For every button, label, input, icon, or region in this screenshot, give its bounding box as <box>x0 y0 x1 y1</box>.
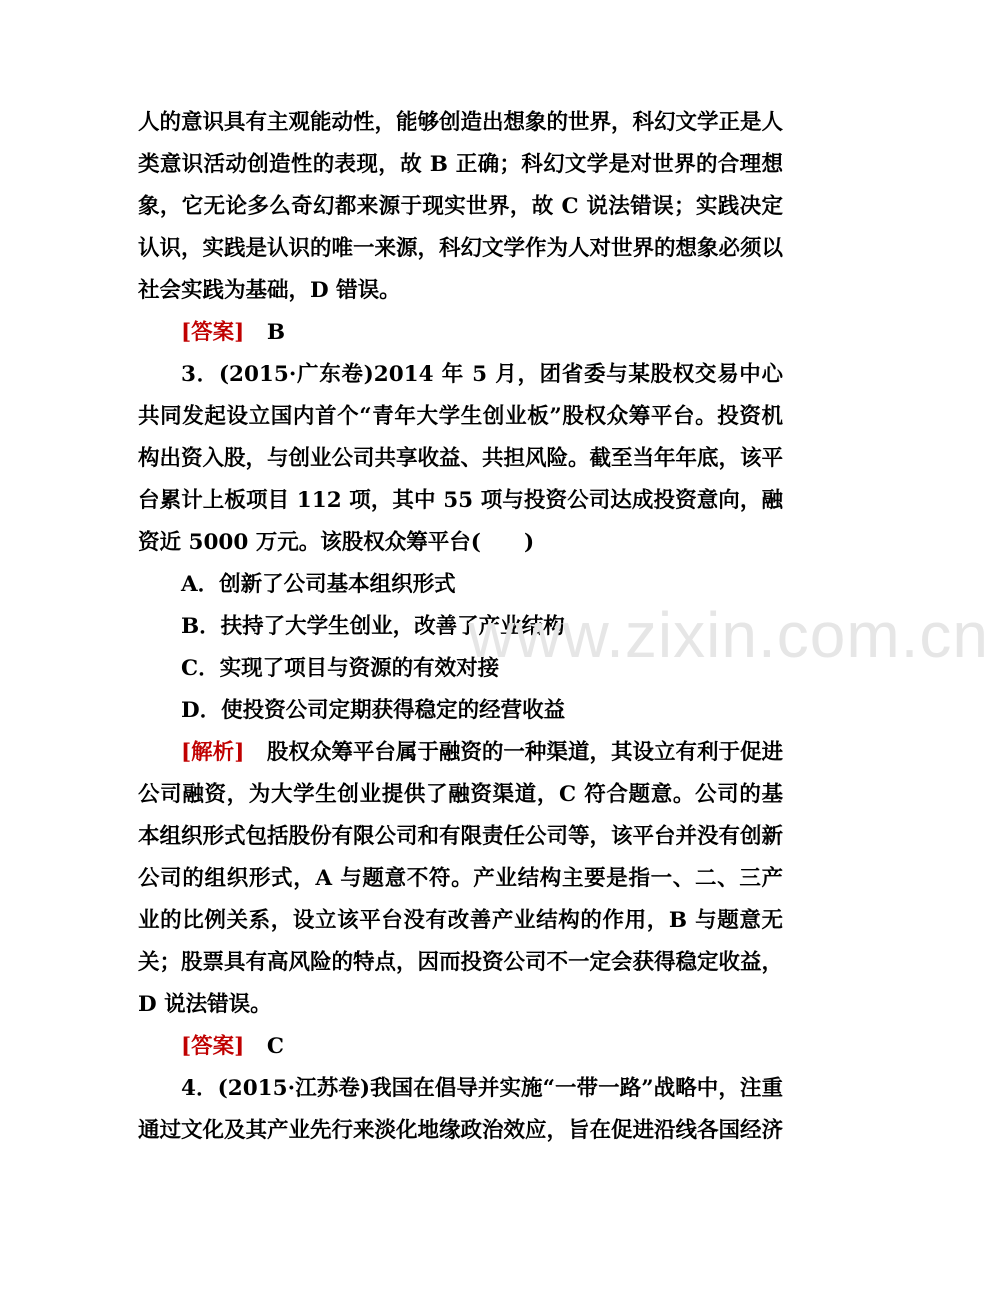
analysis-tag: [解析] <box>181 740 245 765</box>
q2-analysis-tail: 人的意识具有主观能动性，能够创造出想象的世界，科幻文学正是人类意识活动创造性的表现，故 B 正确；科幻文学是对世界的合理想象，它无论多么奇幻都来源于现实世界，故 C 说法错误；实践决定认识，实践是认识的唯一来源，科幻文学作为人对世界的想象必须以社会实践为基础，D 错误。 <box>138 110 784 303</box>
q2-answer: B <box>266 320 286 345</box>
answer-tag: [答案] <box>181 320 245 345</box>
q3-option-b: B．扶持了大学生创业，改善了产业结构 <box>181 614 565 639</box>
q3-answer-line <box>138 1026 783 1068</box>
answer-tag: [答案] <box>181 1034 245 1059</box>
q3-option-d: D．使投资公司定期获得稳定的经营收益 <box>181 698 566 723</box>
q4-stem: 4．(2015·江苏卷)我国在倡导并实施“一带一路”战略中，注重通过文化及其产业先行来淡化地缘政治效应，旨在促进沿线各国经济 <box>138 1076 784 1143</box>
watermark: www.zixin.com.cn <box>468 599 989 671</box>
q2-answer-line <box>138 312 783 354</box>
q3-analysis-text: 股权众筹平台属于融资的一种渠道，其设立有利于促进公司融资，为大学生创业提供了融资渠道，C 符合题意。公司的基本组织形式包括股份有限公司和有限责任公司等，该平台并没有创新公司的组织形式，A 与题意不符。产业结构主要是指一、二、三产业的比例关系，设立该平台没有改善产业结构的作用，B 与题意无关；股票具有高风险的特点，因而投资公司不一定会获得稳定收益，D 说法错误。 <box>138 740 784 1017</box>
q3-option-c: C．实现了项目与资源的有效对接 <box>181 656 500 681</box>
q3-answer: C <box>266 1034 284 1059</box>
q3-analysis <box>138 732 783 1026</box>
q3-option-a: A．创新了公司基本组织形式 <box>181 572 456 597</box>
document-page <box>138 102 783 1152</box>
q3-stem: 3．(2015·广东卷)2014 年 5 月，团省委与某股权交易中心共同发起设立国内首个“青年大学生创业板”股权众筹平台。投资机构出资入股，与创业公司共享收益、共担风险。截至当年年底，该平台累计上板项目 112 项，其中 55 项与投资公司达成投资意向，融资近 5000 万元。该股权众筹平台( ) <box>138 362 784 555</box>
